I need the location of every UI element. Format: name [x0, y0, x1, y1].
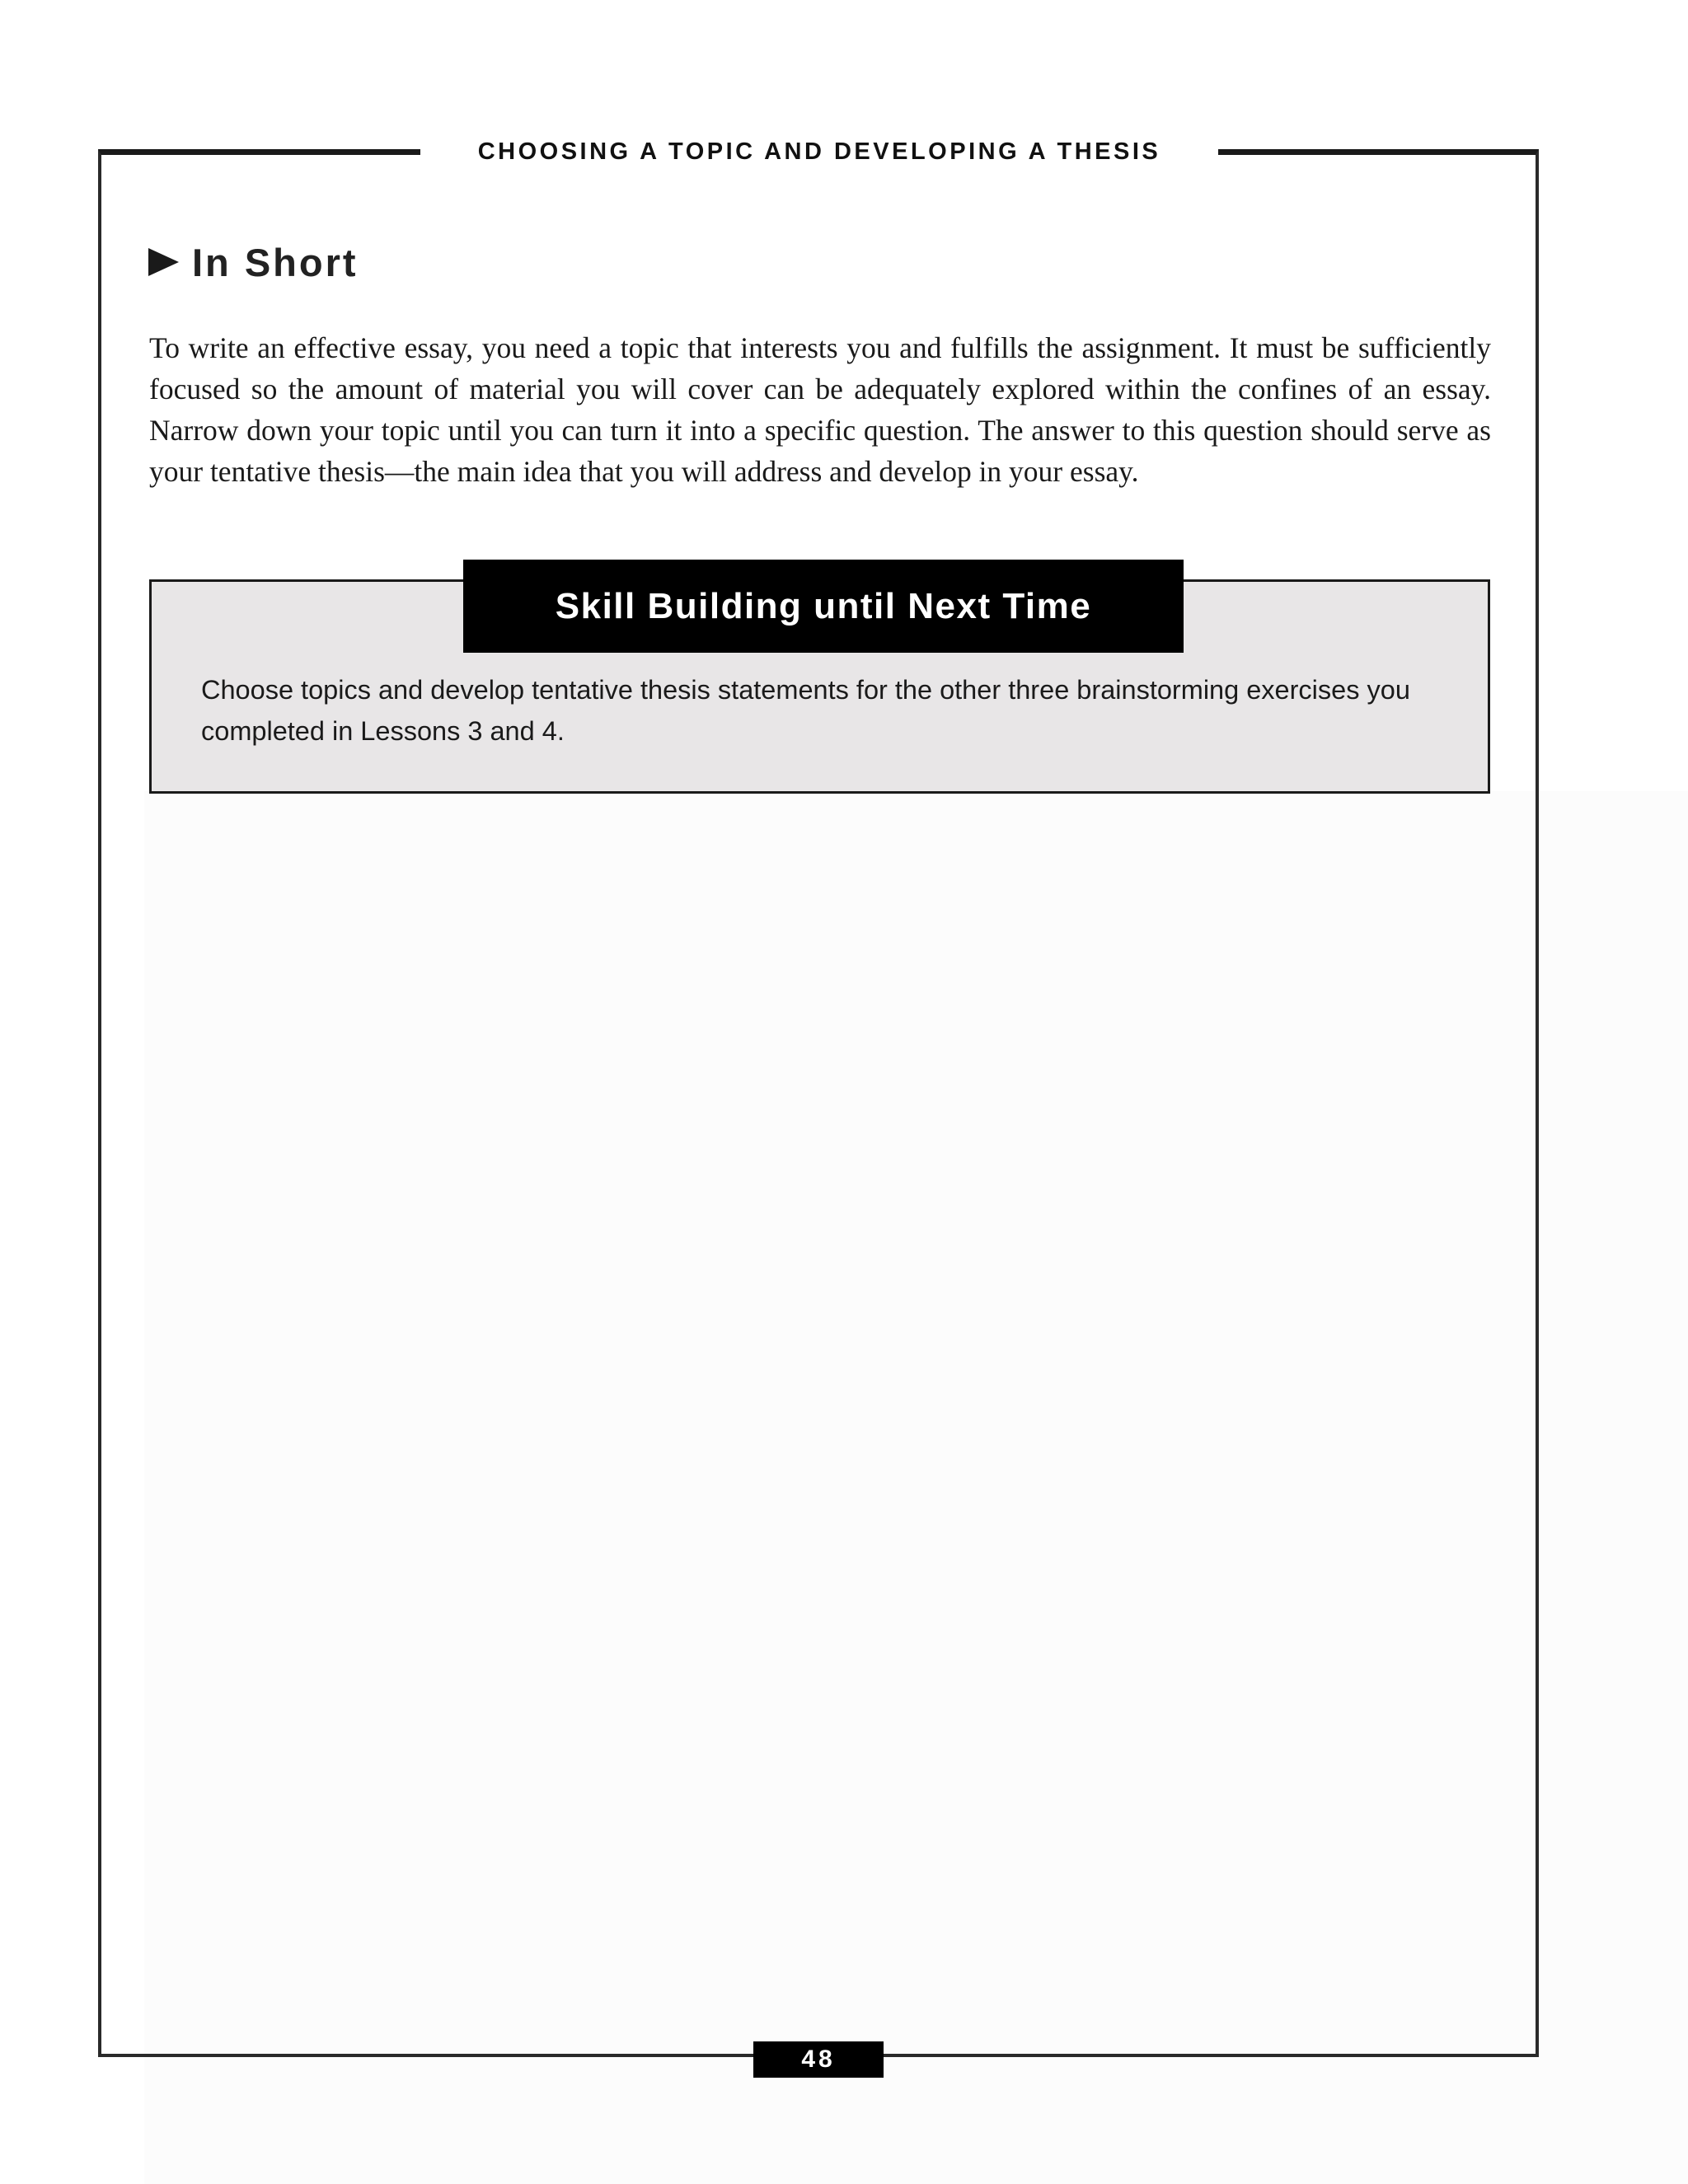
page-number: 48 [753, 2041, 884, 2078]
skill-building-text: Choose topics and develop tentative thesis statements for the other three brainstorming exercises you completed in Lessons 3 and 4. [201, 675, 1410, 746]
skill-building-title: Skill Building until Next Time [463, 560, 1184, 653]
triangle-right-icon [148, 248, 179, 276]
summary-paragraph: To write an effective essay, you need a topic that interests you and fulfills the assignment. It must be sufficiently focused so the amount of material you will cover can be adequately explored within the confines of an essay. Narrow down your topic until you can turn it into a specific question. The answer to this question should serve as your tentative thesis—the main idea that you will address and develop in your essay. [149, 331, 1491, 488]
running-header: CHOOSING A TOPIC AND DEVELOPING A THESIS [420, 135, 1218, 168]
section-heading-text: In Short [192, 240, 359, 284]
section-heading [148, 237, 359, 287]
